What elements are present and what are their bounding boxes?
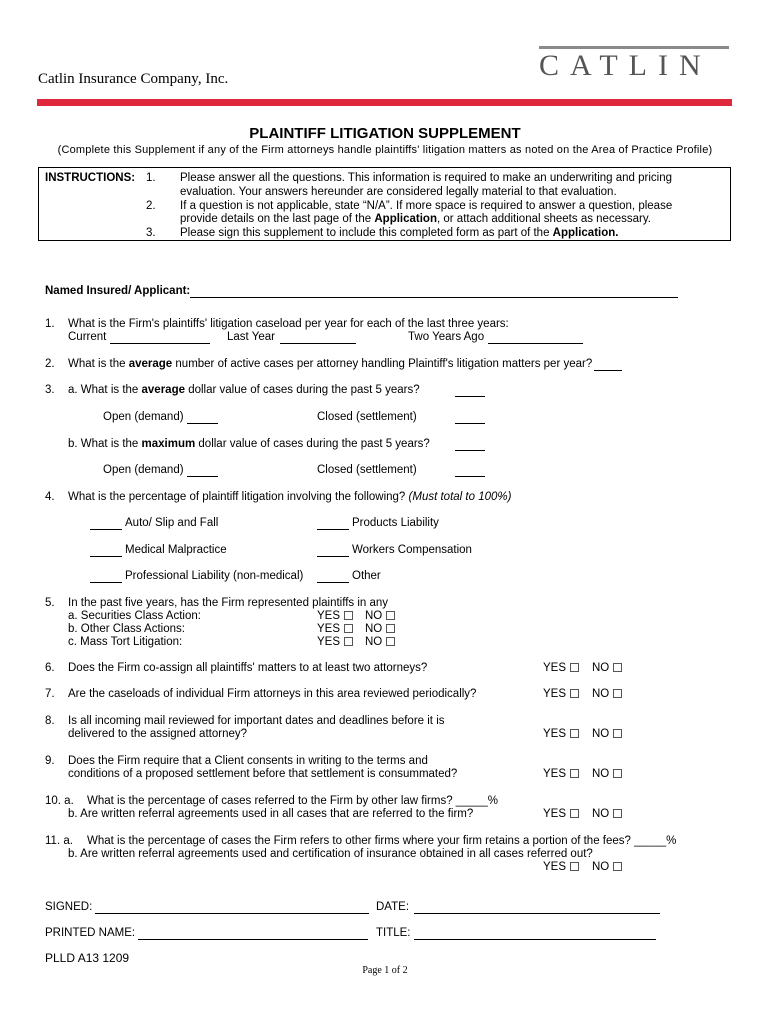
q1-current-field[interactable] — [110, 343, 210, 344]
q9-num: 9. — [45, 755, 55, 767]
q5a-yes: YES — [317, 610, 353, 622]
q6-yes: YES — [543, 662, 579, 674]
q3b-field[interactable] — [455, 450, 485, 451]
form-title: PLAINTIFF LITIGATION SUPPLEMENT — [249, 125, 521, 142]
instruction-1-line2: evaluation. Your answers hereunder are considered legally material to that evaluation. — [180, 186, 617, 198]
instruction-2-line1: If a question is not applicable, state “N/A”. If more space is required to answer a question, please — [180, 200, 673, 212]
instructions-label: INSTRUCTIONS: — [45, 172, 136, 184]
q10b-text: b. Are written referral agreements used in all cases that are referred to the firm? — [68, 808, 474, 820]
q11b-text: b. Are written referral agreements used and certification of insurance obtained in all cases referred out? — [68, 848, 593, 860]
q9-line2: conditions of a proposed settlement before that settlement is consummated? — [68, 768, 458, 780]
q11-yes: YES — [543, 861, 579, 873]
q8-no: NO — [592, 728, 622, 740]
q8-line1: Is all incoming mail reviewed for important dates and deadlines before it is — [68, 715, 445, 727]
q3a-open-label: Open (demand) — [103, 411, 184, 423]
q9-no-checkbox[interactable] — [613, 769, 622, 778]
named-insured-field[interactable] — [190, 297, 678, 298]
q4-medical-label: Medical Malpractice — [125, 544, 227, 556]
q3b-open-field[interactable] — [187, 476, 218, 477]
q5-text: In the past five years, has the Firm represented plaintiffs in any — [68, 597, 389, 609]
instruction-3-line1: Please sign this supplement to include this completed form as part of the Application. — [180, 227, 619, 239]
q1-two-years-label: Two Years Ago — [408, 331, 485, 343]
q9-no: NO — [592, 768, 622, 780]
q3a-closed-label: Closed (settlement) — [317, 411, 417, 423]
instruction-num-1: 1. — [146, 172, 156, 184]
q5-num: 5. — [45, 597, 55, 609]
q5c-yes-checkbox[interactable] — [344, 637, 353, 646]
q7-text: Are the caseloads of individual Firm attorneys in this area reviewed periodically? — [68, 688, 477, 700]
q8-num: 8. — [45, 715, 55, 727]
q5b-yes-checkbox[interactable] — [344, 624, 353, 633]
q3b-open-label: Open (demand) — [103, 464, 184, 476]
q4-workers-field[interactable] — [317, 556, 349, 557]
q2-num: 2. — [45, 358, 55, 370]
q5a-label: a. Securities Class Action: — [68, 610, 201, 622]
signed-field[interactable] — [95, 913, 369, 914]
q5c-yes: YES — [317, 636, 353, 648]
q3a-closed-field[interactable] — [455, 423, 485, 424]
q8-line2: delivered to the assigned attorney? — [68, 728, 248, 740]
q4-auto-field[interactable] — [90, 529, 122, 530]
q10-num: 10. a. — [45, 795, 74, 807]
q5a-no-checkbox[interactable] — [386, 611, 395, 620]
q9-line1: Does the Firm require that a Client consents in writing to the terms and — [68, 755, 428, 767]
form-code: PLLD A13 1209 — [45, 951, 130, 965]
q7-no-checkbox[interactable] — [613, 689, 622, 698]
q3a-text: a. What is the average dollar value of cases during the past 5 years? — [68, 384, 420, 396]
form-subtitle: (Complete this Supplement if any of the Firm attorneys handle plaintiffs' litigation matters as noted on the Area of Practice Profile) — [57, 144, 713, 156]
q3b-closed-field[interactable] — [455, 476, 485, 477]
q4-text: What is the percentage of plaintiff litigation involving the following? (Must total to 100%) — [68, 491, 512, 503]
named-insured-label: Named Insured/ Applicant: — [45, 285, 191, 297]
q5c-label: c. Mass Tort Litigation: — [68, 636, 183, 648]
q11-no-checkbox[interactable] — [613, 862, 622, 871]
instruction-num-3: 3. — [146, 227, 156, 239]
q2-field[interactable] — [594, 370, 622, 371]
instruction-1-line1: Please answer all the questions. This information is required to make an underwriting and pricing — [180, 172, 672, 184]
q3b-closed-label: Closed (settlement) — [317, 464, 417, 476]
q5c-no: NO — [365, 636, 395, 648]
q5a-yes-checkbox[interactable] — [344, 611, 353, 620]
date-label: DATE: — [376, 901, 410, 913]
q11-no: NO — [592, 861, 622, 873]
q6-no-checkbox[interactable] — [613, 663, 622, 672]
q1-last-year-field[interactable] — [280, 343, 356, 344]
printed-name-label: PRINTED NAME: — [45, 927, 136, 939]
instruction-num-2: 2. — [146, 200, 156, 212]
q6-no: NO — [592, 662, 622, 674]
q8-yes-checkbox[interactable] — [570, 729, 579, 738]
q10-no: NO — [592, 808, 622, 820]
q7-num: 7. — [45, 688, 55, 700]
q4-other-field[interactable] — [317, 582, 349, 583]
q4-workers-label: Workers Compensation — [352, 544, 472, 556]
q4-professional-label: Professional Liability (non-medical) — [125, 570, 304, 582]
q3b-text: b. What is the maximum dollar value of cases during the past 5 years? — [68, 438, 430, 450]
q5a-no: NO — [365, 610, 395, 622]
q1-text: What is the Firm's plaintiffs' litigation caseload per year for each of the last three years: — [68, 318, 509, 330]
q5c-no-checkbox[interactable] — [386, 637, 395, 646]
q4-medical-field[interactable] — [90, 556, 122, 557]
q11-yes-checkbox[interactable] — [570, 862, 579, 871]
q10-no-checkbox[interactable] — [613, 809, 622, 818]
printed-name-field[interactable] — [138, 939, 368, 940]
q4-other-label: Other — [352, 570, 381, 582]
q4-products-field[interactable] — [317, 529, 349, 530]
title-label: TITLE: — [376, 927, 411, 939]
instruction-2-line2: provide details on the last page of the Application, or attach additional sheets as necessary. — [180, 213, 651, 225]
q4-auto-label: Auto/ Slip and Fall — [125, 517, 219, 529]
q1-num: 1. — [45, 318, 55, 330]
q5b-yes: YES — [317, 623, 353, 635]
q8-no-checkbox[interactable] — [613, 729, 622, 738]
q4-num: 4. — [45, 491, 55, 503]
q10-yes: YES — [543, 808, 579, 820]
q3-num: 3. — [45, 384, 55, 396]
q2-text: What is the average number of active cases per attorney handling Plaintiff's litigation matters per year? — [68, 358, 593, 370]
signed-label: SIGNED: — [45, 901, 93, 913]
page-number: Page 1 of 2 — [362, 965, 408, 976]
q9-yes-checkbox[interactable] — [570, 769, 579, 778]
q1-two-years-field[interactable] — [488, 343, 583, 344]
date-field[interactable] — [414, 913, 660, 914]
q1-last-year-label: Last Year — [227, 331, 275, 343]
q5b-label: b. Other Class Actions: — [68, 623, 185, 635]
q9-yes: YES — [543, 768, 579, 780]
q11a-text: What is the percentage of cases the Firm refers to other firms where your firm retains a portion of the fees? _____% — [87, 835, 677, 847]
q11-num: 11. a. — [45, 835, 73, 847]
q7-yes: YES — [543, 688, 579, 700]
q4-professional-field[interactable] — [90, 582, 122, 583]
header-accent-bar — [37, 99, 732, 106]
q1-current-label: Current — [68, 331, 107, 343]
q5b-no: NO — [365, 623, 395, 635]
q4-products-label: Products Liability — [352, 517, 439, 529]
title-field[interactable] — [414, 939, 656, 940]
q6-yes-checkbox[interactable] — [570, 663, 579, 672]
q6-text: Does the Firm co-assign all plaintiffs' matters to at least two attorneys? — [68, 662, 428, 674]
company-name: Catlin Insurance Company, Inc. — [38, 71, 229, 87]
q10-yes-checkbox[interactable] — [570, 809, 579, 818]
q6-num: 6. — [45, 662, 55, 674]
q8-yes: YES — [543, 728, 579, 740]
q7-yes-checkbox[interactable] — [570, 689, 579, 698]
q3a-field[interactable] — [455, 396, 485, 397]
q5b-no-checkbox[interactable] — [386, 624, 395, 633]
q7-no: NO — [592, 688, 622, 700]
catlin-logo: CATLIN — [539, 49, 712, 82]
q3a-open-field[interactable] — [187, 423, 218, 424]
q10a-text: What is the percentage of cases referred to the Firm by other law firms? _____% — [87, 795, 498, 807]
